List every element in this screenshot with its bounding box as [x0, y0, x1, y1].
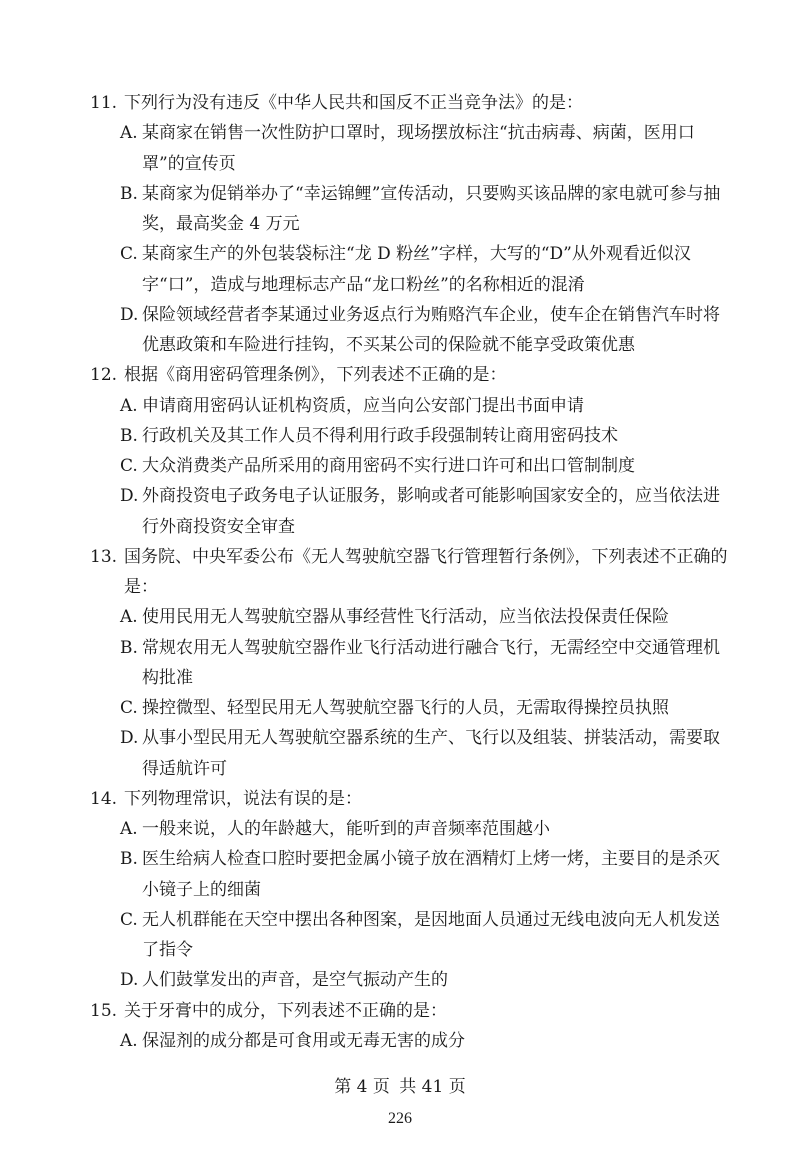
question-stem: [90, 360, 730, 390]
option-a: [120, 118, 730, 179]
question-number: 14.: [90, 788, 118, 809]
question-list: [90, 88, 730, 1056]
option-key: D.: [120, 970, 139, 991]
option-text: 保湿剂的成分都是可食用或无毒无害的成分: [142, 1030, 465, 1051]
option-key: D.: [120, 304, 139, 325]
option-key: B.: [120, 637, 138, 658]
option-text: 医生给病人检查口腔时要把金属小镜子放在酒精灯上烤一烤，主要目的是杀灭小镜子上的细菌: [142, 849, 720, 900]
option-a: [120, 814, 730, 844]
option-key: D.: [120, 728, 139, 749]
option-d: [120, 300, 730, 361]
option-text: 使用民用无人驾驶航空器从事经营性飞行活动，应当依法投保责任保险: [142, 607, 669, 628]
option-key: C.: [120, 909, 138, 930]
option-key: A.: [120, 395, 138, 416]
question-11: [90, 88, 730, 360]
question-text: 国务院、中央军委公布《无人驾驶航空器飞行管理暂行条例》，下列表述不正确的是：: [124, 546, 728, 597]
question-number: 13.: [90, 546, 118, 567]
option-b: [120, 844, 730, 905]
option-key: B.: [120, 849, 138, 870]
question-text: 下列行为没有违反《中华人民共和国反不正当竞争法》的是：: [124, 93, 583, 113]
option-text: 常规农用无人驾驶航空器作业飞行活动进行融合飞行，无需经空中交通管理机构批准: [142, 637, 720, 688]
option-c: [120, 693, 730, 723]
question-stem: [90, 996, 730, 1026]
option-c: [120, 451, 730, 481]
question-number: 12.: [90, 365, 118, 386]
option-text: 外商投资电子政务电子认证服务，影响或者可能影响国家安全的，应当依法进行外商投资安全审查: [142, 486, 720, 537]
option-text: 一般来说，人的年龄越大，能听到的声音频率范围越小: [142, 819, 550, 839]
option-text: 申请商用密码认证机构资质，应当向公安部门提出书面申请: [142, 395, 584, 416]
option-text: 某商家生产的外包装袋标注“龙 D 粉丝”字样，大写的“D”从外观看近似汉字“口”，造成与地理标志产品“龙口粉丝”的名称相近的混淆: [142, 244, 691, 295]
option-key: B.: [120, 183, 138, 204]
question-text: 下列物理常识，说法有误的是：: [124, 788, 362, 809]
option-text: 大众消费类产品所采用的商用密码不实行进口许可和出口管制制度: [142, 456, 635, 476]
option-key: A.: [120, 123, 138, 144]
option-d: [120, 481, 730, 542]
option-text: 操控微型、轻型民用无人驾驶航空器飞行的人员，无需取得操控员执照: [142, 698, 669, 718]
option-text: 某商家为促销举办了“幸运锦鲤”宣传活动，只要购买该品牌的家电就可参与抽奖，最高奖金 4 万元: [142, 183, 721, 234]
option-c: [120, 239, 730, 300]
option-key: C.: [120, 244, 138, 265]
total-pages-label: 共 41 页: [399, 1077, 466, 1097]
option-b: [120, 421, 730, 451]
option-key: A.: [120, 819, 138, 839]
option-key: C.: [120, 698, 138, 718]
option-text: 某商家在销售一次性防护口罩时，现场摆放标注“抗击病毒、病菌，医用口罩”的宣传页: [142, 123, 695, 174]
option-key: C.: [120, 456, 138, 476]
page-footer: [0, 1072, 800, 1097]
option-key: A.: [120, 607, 138, 628]
page-label: 第 4 页: [334, 1077, 390, 1097]
question-13: [90, 542, 730, 784]
question-12: [90, 360, 730, 542]
option-text: 行政机关及其工作人员不得利用行政手段强制转让商用密码技术: [142, 425, 618, 446]
option-key: D.: [120, 486, 139, 507]
option-a: [120, 1026, 730, 1056]
option-text: 从事小型民用无人驾驶航空器系统的生产、飞行以及组装、拼装活动，需要取得适航许可: [142, 728, 720, 779]
option-text: 无人机群能在天空中摆出各种图案，是因地面人员通过无线电波向无人机发送了指令: [142, 909, 720, 960]
option-c: [120, 905, 730, 966]
question-stem: [90, 784, 730, 814]
option-key: B.: [120, 425, 138, 446]
option-text: 保险领域经营者李某通过业务返点行为贿赂汽车企业，使车企在销售汽车时将优惠政策和车险进行挂钩，不买某公司的保险就不能享受政策优惠: [142, 304, 720, 355]
option-text: 人们鼓掌发出的声音，是空气振动产生的: [142, 970, 448, 991]
question-text: 根据《商用密码管理条例》，下列表述不正确的是：: [124, 365, 507, 386]
option-a: [120, 391, 730, 421]
option-b: [120, 179, 730, 240]
question-stem: [90, 542, 730, 603]
question-14: [90, 784, 730, 996]
option-b: [120, 633, 730, 694]
option-d: [120, 965, 730, 995]
question-stem: [90, 88, 730, 118]
question-text: 关于牙膏中的成分，下列表述不正确的是：: [124, 1000, 447, 1021]
option-key: A.: [120, 1030, 138, 1051]
page-number: 226: [388, 1110, 412, 1127]
question-number: 15.: [90, 1000, 118, 1021]
question-15: [90, 996, 730, 1057]
option-a: [120, 602, 730, 632]
option-d: [120, 723, 730, 784]
question-number: 11.: [90, 93, 118, 113]
